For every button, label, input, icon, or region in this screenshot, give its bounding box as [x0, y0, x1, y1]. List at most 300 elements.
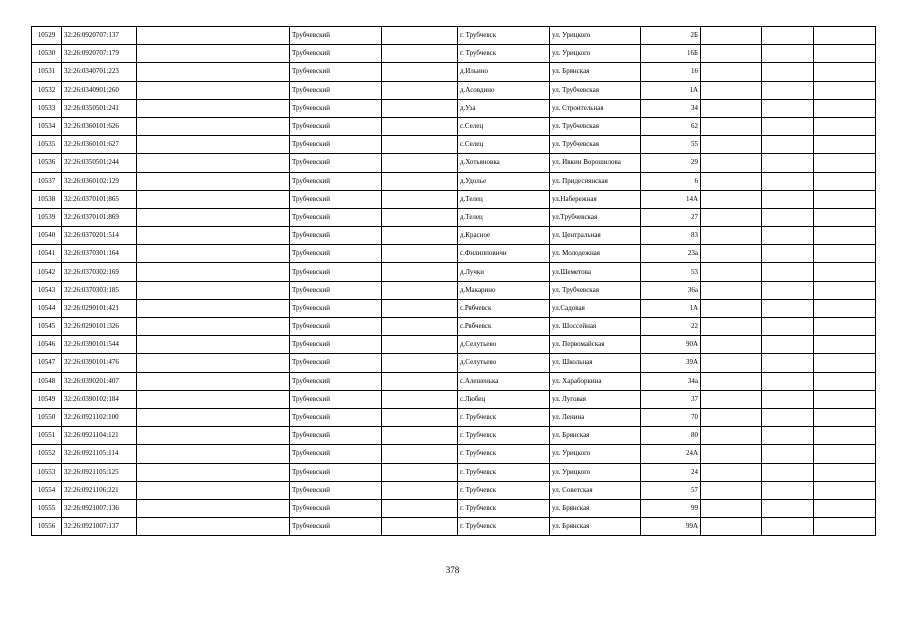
house-number-cell: 70	[641, 408, 701, 426]
empty-cell	[814, 208, 876, 226]
house-number-cell: 34	[641, 99, 701, 117]
empty-cell	[137, 27, 290, 45]
record-number-cell: 10550	[32, 408, 62, 426]
empty-cell	[762, 172, 814, 190]
empty-cell	[814, 45, 876, 63]
street-cell: ул. Первомайская	[550, 336, 641, 354]
cadastral-number-cell: 32:26:0921007:137	[62, 518, 137, 536]
table-row	[32, 408, 876, 426]
street-cell: ул. Урицкого	[550, 45, 641, 63]
empty-cell	[382, 208, 458, 226]
empty-cell	[382, 227, 458, 245]
locality-cell: с.Селец	[458, 136, 550, 154]
empty-cell	[137, 45, 290, 63]
empty-cell	[137, 372, 290, 390]
cadastral-number-cell: 32:26:0390201:407	[62, 372, 137, 390]
locality-cell: д.Макарино	[458, 281, 550, 299]
table-row	[32, 263, 876, 281]
empty-cell	[382, 481, 458, 499]
street-cell: ул. Школьная	[550, 354, 641, 372]
house-number-cell: 37	[641, 390, 701, 408]
record-number-cell: 10542	[32, 263, 62, 281]
locality-cell: г. Трубчевск	[458, 408, 550, 426]
record-number-cell: 10548	[32, 372, 62, 390]
locality-cell: с.Алешенька	[458, 372, 550, 390]
record-number-cell: 10531	[32, 63, 62, 81]
table-row	[32, 481, 876, 499]
empty-cell	[137, 227, 290, 245]
empty-cell	[814, 408, 876, 426]
empty-cell	[814, 463, 876, 481]
empty-cell	[762, 263, 814, 281]
district-cell: Трубчевский	[290, 336, 382, 354]
cadastral-number-cell: 32:26:0360101:627	[62, 136, 137, 154]
empty-cell	[701, 190, 762, 208]
table-row	[32, 445, 876, 463]
record-number-cell: 10555	[32, 499, 62, 517]
empty-cell	[382, 299, 458, 317]
table-row	[32, 372, 876, 390]
cadastral-number-cell: 32:26:0370101:869	[62, 208, 137, 226]
district-cell: Трубчевский	[290, 136, 382, 154]
empty-cell	[814, 154, 876, 172]
street-cell: ул. Урицкого	[550, 445, 641, 463]
empty-cell	[701, 281, 762, 299]
locality-cell: г. Трубчевск	[458, 499, 550, 517]
empty-cell	[814, 281, 876, 299]
house-number-cell: 55	[641, 136, 701, 154]
record-number-cell: 10545	[32, 318, 62, 336]
empty-cell	[701, 445, 762, 463]
district-cell: Трубчевский	[290, 372, 382, 390]
locality-cell: г. Трубчевск	[458, 427, 550, 445]
district-cell: Трубчевский	[290, 154, 382, 172]
empty-cell	[701, 45, 762, 63]
street-cell: ул. Ленина	[550, 408, 641, 426]
empty-cell	[382, 445, 458, 463]
empty-cell	[137, 208, 290, 226]
locality-cell: д.Телец	[458, 190, 550, 208]
empty-cell	[701, 299, 762, 317]
empty-cell	[382, 336, 458, 354]
record-number-cell: 10552	[32, 445, 62, 463]
empty-cell	[762, 27, 814, 45]
street-cell: ул. Трубчевская	[550, 117, 641, 135]
empty-cell	[137, 518, 290, 536]
house-number-cell: 6	[641, 172, 701, 190]
district-cell: Трубчевский	[290, 390, 382, 408]
empty-cell	[762, 463, 814, 481]
locality-cell: с.Филипповичи	[458, 245, 550, 263]
empty-cell	[137, 299, 290, 317]
cadastral-number-cell: 32:26:0360101:626	[62, 117, 137, 135]
district-cell: Трубчевский	[290, 63, 382, 81]
locality-cell: с.Любец	[458, 390, 550, 408]
record-number-cell: 10537	[32, 172, 62, 190]
table-row	[32, 318, 876, 336]
table-row	[32, 99, 876, 117]
empty-cell	[814, 445, 876, 463]
locality-cell: д.Ильино	[458, 63, 550, 81]
empty-cell	[814, 136, 876, 154]
district-cell: Трубчевский	[290, 518, 382, 536]
record-number-cell: 10532	[32, 81, 62, 99]
house-number-cell: 23а	[641, 245, 701, 263]
empty-cell	[701, 227, 762, 245]
empty-cell	[382, 27, 458, 45]
record-number-cell: 10536	[32, 154, 62, 172]
record-number-cell: 10539	[32, 208, 62, 226]
cadastral-number-cell: 32:26:0921105:114	[62, 445, 137, 463]
district-cell: Трубчевский	[290, 117, 382, 135]
table-row	[32, 336, 876, 354]
house-number-cell: 34а	[641, 372, 701, 390]
district-cell: Трубчевский	[290, 245, 382, 263]
district-cell: Трубчевский	[290, 281, 382, 299]
empty-cell	[382, 81, 458, 99]
page-number: 378	[445, 565, 460, 575]
empty-cell	[814, 190, 876, 208]
locality-cell: д.Селутьево	[458, 354, 550, 372]
empty-cell	[701, 408, 762, 426]
house-number-cell: 53	[641, 263, 701, 281]
empty-cell	[701, 463, 762, 481]
record-number-cell: 10530	[32, 45, 62, 63]
record-number-cell: 10551	[32, 427, 62, 445]
cadastral-number-cell: 32:26:0920707:137	[62, 27, 137, 45]
locality-cell: с.Селец	[458, 117, 550, 135]
district-cell: Трубчевский	[290, 408, 382, 426]
empty-cell	[382, 499, 458, 517]
table-row	[32, 63, 876, 81]
empty-cell	[382, 99, 458, 117]
district-cell: Трубчевский	[290, 99, 382, 117]
locality-cell: г. Трубчевск	[458, 27, 550, 45]
cadastral-number-cell: 32:26:0350501:244	[62, 154, 137, 172]
table-row	[32, 499, 876, 517]
empty-cell	[701, 172, 762, 190]
empty-cell	[814, 499, 876, 517]
empty-cell	[701, 99, 762, 117]
record-number-cell: 10533	[32, 99, 62, 117]
empty-cell	[762, 372, 814, 390]
empty-cell	[701, 63, 762, 81]
empty-cell	[762, 281, 814, 299]
house-number-cell: 99	[641, 499, 701, 517]
empty-cell	[701, 117, 762, 135]
empty-cell	[701, 208, 762, 226]
table-row	[32, 227, 876, 245]
empty-cell	[137, 63, 290, 81]
street-cell: ул. Ивкин Ворошилова	[550, 154, 641, 172]
house-number-cell: 36а	[641, 281, 701, 299]
empty-cell	[137, 172, 290, 190]
empty-cell	[701, 81, 762, 99]
empty-cell	[701, 136, 762, 154]
street-cell: ул. Урицкого	[550, 27, 641, 45]
locality-cell: г. Трубчевск	[458, 445, 550, 463]
street-cell: ул. Брянская	[550, 63, 641, 81]
locality-cell: г. Трубчевск	[458, 518, 550, 536]
empty-cell	[382, 372, 458, 390]
empty-cell	[814, 227, 876, 245]
record-number-cell: 10556	[32, 518, 62, 536]
cadastral-number-cell: 32:26:0390102:184	[62, 390, 137, 408]
street-cell: ул. Строительная	[550, 99, 641, 117]
empty-cell	[382, 518, 458, 536]
empty-cell	[814, 299, 876, 317]
cadastral-number-cell: 32:26:0921102:100	[62, 408, 137, 426]
district-cell: Трубчевский	[290, 354, 382, 372]
empty-cell	[762, 445, 814, 463]
empty-cell	[814, 354, 876, 372]
street-cell: ул.Трубчевская	[550, 208, 641, 226]
table-row	[32, 281, 876, 299]
record-number-cell: 10546	[32, 336, 62, 354]
district-cell: Трубчевский	[290, 45, 382, 63]
table-row	[32, 208, 876, 226]
street-cell: ул. Трубчевская	[550, 136, 641, 154]
empty-cell	[762, 336, 814, 354]
street-cell: ул. Трубчевская	[550, 281, 641, 299]
empty-cell	[814, 372, 876, 390]
empty-cell	[137, 427, 290, 445]
empty-cell	[137, 136, 290, 154]
district-cell: Трубчевский	[290, 190, 382, 208]
empty-cell	[814, 481, 876, 499]
empty-cell	[762, 354, 814, 372]
street-cell: ул.Садовая	[550, 299, 641, 317]
empty-cell	[762, 227, 814, 245]
street-cell: ул. Центральная	[550, 227, 641, 245]
house-number-cell: 57	[641, 481, 701, 499]
empty-cell	[382, 117, 458, 135]
house-number-cell: 14А	[641, 190, 701, 208]
locality-cell: д.Удолье	[458, 172, 550, 190]
cadastral-number-cell: 32:26:0921104:121	[62, 427, 137, 445]
record-number-cell: 10543	[32, 281, 62, 299]
table-row	[32, 117, 876, 135]
district-cell: Трубчевский	[290, 227, 382, 245]
empty-cell	[701, 372, 762, 390]
empty-cell	[762, 81, 814, 99]
district-cell: Трубчевский	[290, 318, 382, 336]
cadastral-number-cell: 32:26:0390101:476	[62, 354, 137, 372]
district-cell: Трубчевский	[290, 263, 382, 281]
record-number-cell: 10535	[32, 136, 62, 154]
table-row	[32, 463, 876, 481]
cadastral-number-cell: 32:26:0921106:221	[62, 481, 137, 499]
street-cell: ул. Луговая	[550, 390, 641, 408]
empty-cell	[137, 117, 290, 135]
record-number-cell: 10553	[32, 463, 62, 481]
street-cell: ул. Брянская	[550, 499, 641, 517]
empty-cell	[762, 481, 814, 499]
street-cell: ул.Набережная	[550, 190, 641, 208]
district-cell: Трубчевский	[290, 481, 382, 499]
street-cell: ул. Советская	[550, 481, 641, 499]
cadastral-number-cell: 32:26:0921007:136	[62, 499, 137, 517]
empty-cell	[701, 354, 762, 372]
empty-cell	[701, 481, 762, 499]
table-row	[32, 518, 876, 536]
record-number-cell: 10554	[32, 481, 62, 499]
empty-cell	[382, 408, 458, 426]
house-number-cell: 2Б	[641, 27, 701, 45]
street-cell: ул. Урицкого	[550, 463, 641, 481]
empty-cell	[814, 117, 876, 135]
street-cell: ул. Хараборкина	[550, 372, 641, 390]
empty-cell	[382, 172, 458, 190]
street-cell: ул.Шеметова	[550, 263, 641, 281]
district-cell: Трубчевский	[290, 463, 382, 481]
record-number-cell: 10540	[32, 227, 62, 245]
empty-cell	[762, 208, 814, 226]
empty-cell	[137, 336, 290, 354]
empty-cell	[137, 99, 290, 117]
street-cell: ул. Молодежная	[550, 245, 641, 263]
empty-cell	[382, 281, 458, 299]
empty-cell	[762, 518, 814, 536]
locality-cell: д.Лучки	[458, 263, 550, 281]
district-cell: Трубчевский	[290, 27, 382, 45]
table-body	[32, 27, 876, 536]
district-cell: Трубчевский	[290, 427, 382, 445]
record-number-cell: 10549	[32, 390, 62, 408]
house-number-cell: 16Б	[641, 45, 701, 63]
street-cell: ул. Брянская	[550, 427, 641, 445]
house-number-cell: 90А	[641, 336, 701, 354]
street-cell: ул. Трубчевская	[550, 81, 641, 99]
empty-cell	[814, 81, 876, 99]
empty-cell	[814, 390, 876, 408]
cadastral-number-cell: 32:26:0370302:169	[62, 263, 137, 281]
empty-cell	[762, 99, 814, 117]
empty-cell	[701, 518, 762, 536]
locality-cell: д.Хотьяновка	[458, 154, 550, 172]
house-number-cell: 22	[641, 318, 701, 336]
record-number-cell: 10541	[32, 245, 62, 263]
empty-cell	[701, 427, 762, 445]
empty-cell	[382, 463, 458, 481]
empty-cell	[137, 81, 290, 99]
cadastral-number-cell: 32:26:0920707:179	[62, 45, 137, 63]
cadastral-number-cell: 32:26:0350501:241	[62, 99, 137, 117]
table-row	[32, 81, 876, 99]
empty-cell	[137, 354, 290, 372]
empty-cell	[762, 499, 814, 517]
table-row	[32, 427, 876, 445]
empty-cell	[382, 63, 458, 81]
house-number-cell: 29	[641, 154, 701, 172]
empty-cell	[814, 518, 876, 536]
table-row	[32, 45, 876, 63]
district-cell: Трубчевский	[290, 499, 382, 517]
empty-cell	[137, 408, 290, 426]
empty-cell	[382, 45, 458, 63]
house-number-cell: 1А	[641, 299, 701, 317]
empty-cell	[137, 445, 290, 463]
cadastral-number-cell: 32:26:0370201:514	[62, 227, 137, 245]
house-number-cell: 39А	[641, 354, 701, 372]
empty-cell	[382, 154, 458, 172]
district-cell: Трубчевский	[290, 81, 382, 99]
empty-cell	[762, 117, 814, 135]
empty-cell	[762, 154, 814, 172]
empty-cell	[814, 27, 876, 45]
cadastral-number-cell: 32:26:0370301:164	[62, 245, 137, 263]
empty-cell	[382, 427, 458, 445]
empty-cell	[382, 354, 458, 372]
empty-cell	[137, 154, 290, 172]
house-number-cell: 83	[641, 227, 701, 245]
empty-cell	[137, 318, 290, 336]
locality-cell: г. Трубчевск	[458, 481, 550, 499]
house-number-cell: 80	[641, 427, 701, 445]
house-number-cell: 16	[641, 63, 701, 81]
district-cell: Трубчевский	[290, 208, 382, 226]
locality-cell: с.Рябчевск	[458, 318, 550, 336]
district-cell: Трубчевский	[290, 445, 382, 463]
house-number-cell: 24А	[641, 445, 701, 463]
empty-cell	[814, 318, 876, 336]
house-number-cell: 62	[641, 117, 701, 135]
empty-cell	[382, 245, 458, 263]
table-row	[32, 172, 876, 190]
empty-cell	[137, 499, 290, 517]
district-cell: Трубчевский	[290, 299, 382, 317]
table-row	[32, 136, 876, 154]
locality-cell: г. Трубчевск	[458, 463, 550, 481]
record-number-cell: 10534	[32, 117, 62, 135]
empty-cell	[137, 463, 290, 481]
cadastral-number-cell: 32:26:0290101:421	[62, 299, 137, 317]
empty-cell	[762, 63, 814, 81]
district-cell: Трубчевский	[290, 172, 382, 190]
empty-cell	[814, 245, 876, 263]
cadastral-number-cell: 32:26:0390101:544	[62, 336, 137, 354]
empty-cell	[762, 318, 814, 336]
empty-cell	[382, 318, 458, 336]
empty-cell	[814, 263, 876, 281]
locality-cell: д.Селутьево	[458, 336, 550, 354]
empty-cell	[814, 172, 876, 190]
record-number-cell: 10529	[32, 27, 62, 45]
empty-cell	[814, 427, 876, 445]
locality-cell: д.Телец	[458, 208, 550, 226]
empty-cell	[762, 190, 814, 208]
cadastral-number-cell: 32:26:0290101:326	[62, 318, 137, 336]
empty-cell	[762, 245, 814, 263]
empty-cell	[382, 390, 458, 408]
empty-cell	[137, 190, 290, 208]
empty-cell	[137, 281, 290, 299]
empty-cell	[701, 154, 762, 172]
locality-cell: с.Рябчевск	[458, 299, 550, 317]
empty-cell	[701, 27, 762, 45]
empty-cell	[762, 136, 814, 154]
street-cell: ул. Шоссейная	[550, 318, 641, 336]
house-number-cell: 99А	[641, 518, 701, 536]
table-row	[32, 190, 876, 208]
cadastral-number-cell: 32:26:0921105:125	[62, 463, 137, 481]
empty-cell	[137, 390, 290, 408]
street-cell: ул. Брянская	[550, 518, 641, 536]
cadastral-number-cell: 32:26:0340901:260	[62, 81, 137, 99]
street-cell: ул. Придеснянская	[550, 172, 641, 190]
empty-cell	[701, 336, 762, 354]
cadastral-number-cell: 32:26:0360102:129	[62, 172, 137, 190]
